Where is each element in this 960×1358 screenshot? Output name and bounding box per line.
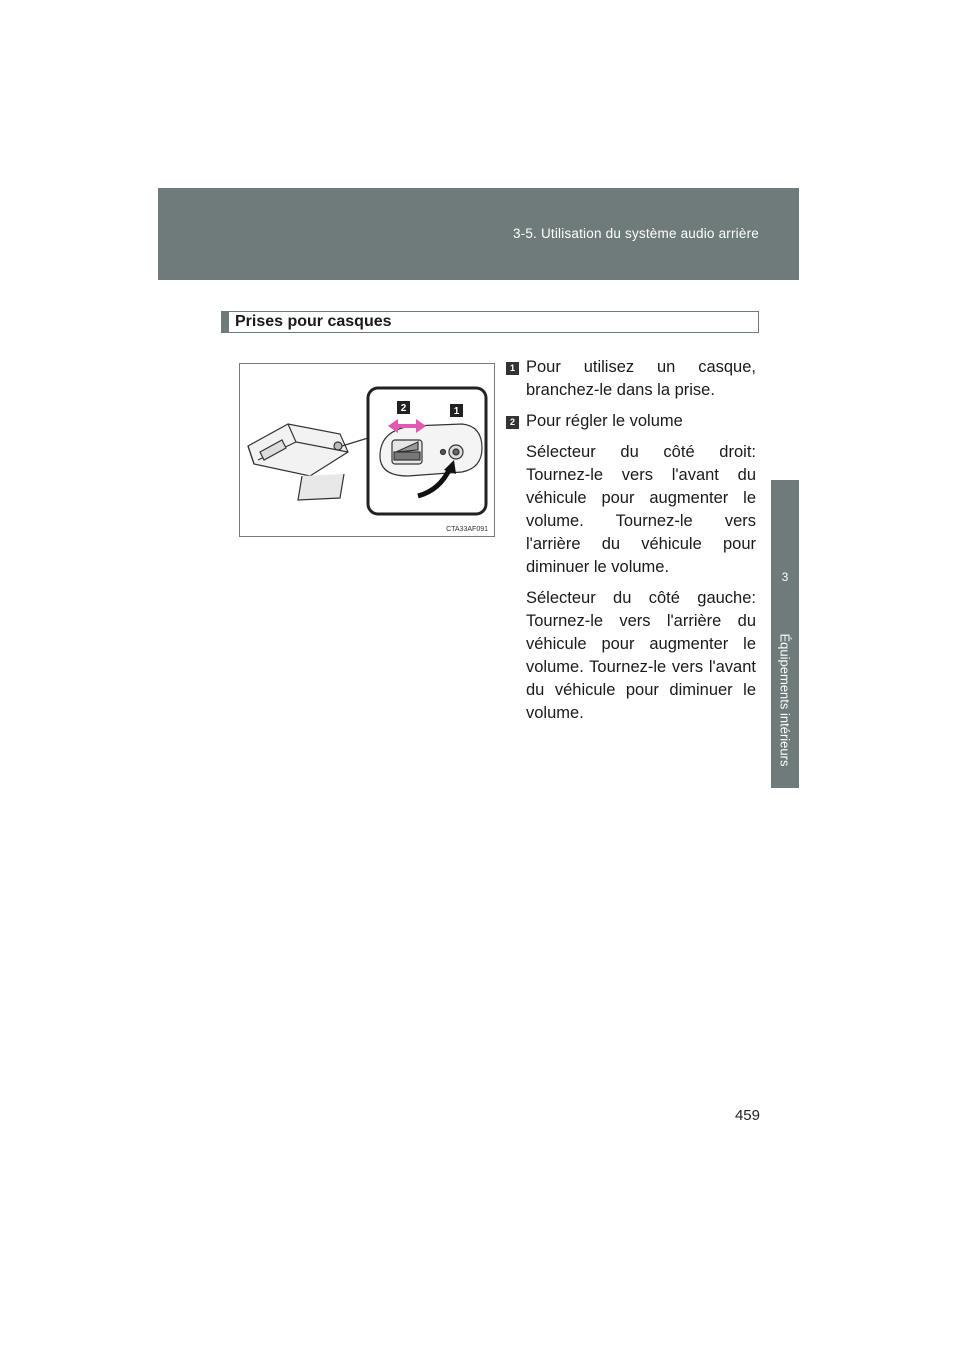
step-1 bbox=[506, 356, 756, 402]
page-number: 459 bbox=[734, 1107, 760, 1124]
callout-2-label: 2 bbox=[400, 403, 407, 414]
step-2-text-1: Pour régler le volume bbox=[526, 412, 683, 430]
chapter-number: 3 bbox=[781, 570, 789, 584]
heading-bar bbox=[222, 312, 229, 332]
chapter-title: Équipements intérieurs bbox=[777, 633, 793, 767]
chapter-tab-top bbox=[771, 480, 799, 547]
headphone-jack-figure bbox=[239, 363, 495, 537]
step-marker-1: 1 bbox=[506, 362, 519, 375]
step-2 bbox=[506, 410, 756, 725]
step-marker-2: 2 bbox=[506, 416, 519, 429]
section-heading-box bbox=[221, 311, 759, 333]
header-band bbox=[158, 188, 799, 280]
jack-panel bbox=[380, 424, 482, 476]
overhead-unit bbox=[248, 424, 368, 500]
section-title: 3-5. Utilisation du système audio arrière bbox=[512, 226, 759, 241]
figure-code: CTA33AF091 bbox=[446, 526, 488, 533]
step-1-text: Pour utilisez un casque, branchez-le dans la prise. bbox=[526, 358, 756, 399]
step-2-text-2: Sélecteur du côté droit: Tournez-le vers l'avant du véhicule pour augmenter le volume. Tournez-le vers l'arrière du véhicule pour diminuer le volume. bbox=[526, 443, 756, 576]
step-2-text-3: Sélecteur du côté gauche: Tournez-le vers l'arrière du véhicule pour augmenter le volume. Tournez-le vers l'avant du véhicule pour diminuer le volume. bbox=[526, 589, 756, 722]
steps bbox=[506, 356, 756, 725]
section-heading: Prises pour casques bbox=[235, 313, 392, 330]
callout-1-label: 1 bbox=[453, 406, 460, 417]
headphone-jack-illustration bbox=[240, 364, 494, 536]
